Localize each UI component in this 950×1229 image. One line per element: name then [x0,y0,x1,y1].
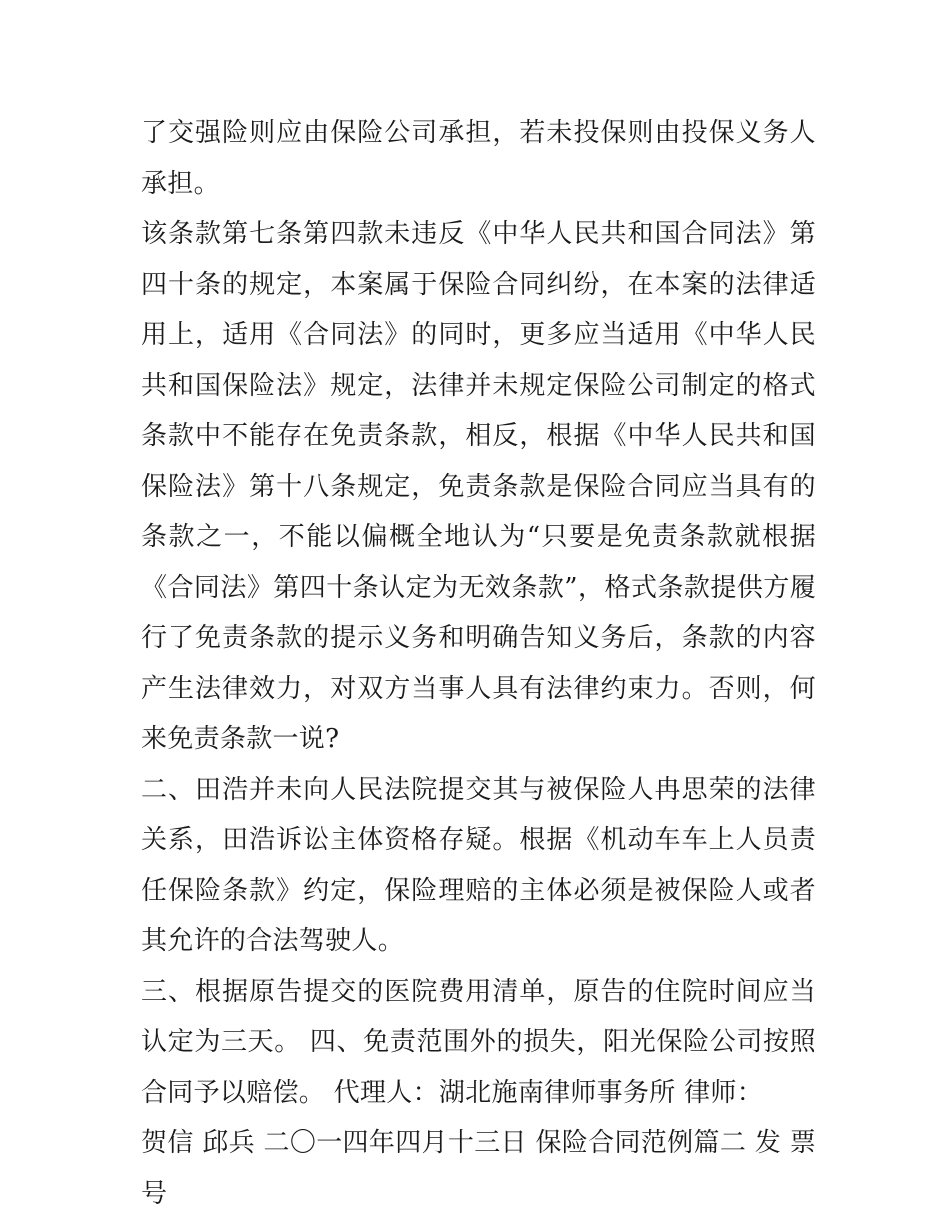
paragraph-signature-date: 贺信 邱兵 二〇一四年四月十三日 保险合同范例篇二 发 票 号 [141,1128,816,1209]
document-body [141,108,816,1219]
paragraph-insurance-liability: 了交强险则应由保险公司承担，若未投保则由投保义务人承担。 [141,118,816,199]
paragraph-plaintiff-standing: 二、田浩并未向人民法院提交其与被保险人冉思荣的法律关系，田浩诉讼主体资格存疑。根据《机动车车上人员责任保险条款》约定，保险理赔的主体必须是被保险人或者其允许的合法驾驶人。 [141,774,816,956]
paragraph-exemption-clause: 该条款第七条第四款未违反《中华人民共和国合同法》第四十条的规定，本案属于保险合同纠纷，在本案的法律适用上，适用《合同法》的同时，更多应当适用《中华人民共和国保险法》规定，法律并未规定保险公司制定的格式条款中不能存在免责条款，相反，根据《中华人民共和国保险法》第十八条规定，免责条款是保险合同应当具有的条款之一，不能以偏概全地认为“只要是免责条款就根据《合同法》第四十条认定为无效条款”，格式条款提供方履行了免责条款的提示义务和明确告知义务后，条款的内容产生法律效力，对双方当事人具有法律约束力。否则，何来免责条款一说? [141,219,816,754]
paragraph-hospital-stay: 三、根据原告提交的医院费用清单，原告的住院时间应当认定为三天。 四、免责范围外的损失，阳光保险公司按照合同予以赔偿。 代理人：湖北施南律师事务所 律师： [141,976,816,1108]
